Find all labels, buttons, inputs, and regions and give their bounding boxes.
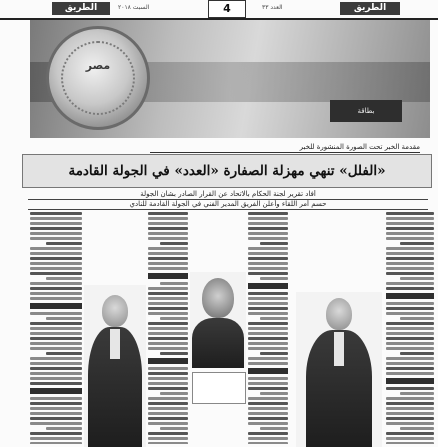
text-line bbox=[386, 342, 434, 345]
text-line bbox=[30, 312, 82, 315]
text-line bbox=[386, 362, 434, 365]
text-line bbox=[30, 402, 82, 405]
text-line bbox=[248, 227, 288, 230]
text-line bbox=[148, 327, 188, 330]
column-subheading bbox=[386, 378, 434, 384]
text-line bbox=[30, 227, 82, 230]
text-line bbox=[46, 317, 82, 320]
text-line bbox=[386, 432, 434, 435]
text-line bbox=[248, 252, 288, 255]
text-line bbox=[248, 382, 288, 385]
person-left-head bbox=[102, 295, 128, 327]
text-line bbox=[248, 222, 288, 225]
text-line bbox=[148, 337, 188, 340]
text-line bbox=[160, 317, 188, 320]
text-line bbox=[30, 252, 82, 255]
text-line bbox=[248, 377, 288, 380]
text-line bbox=[160, 352, 188, 355]
text-line bbox=[248, 302, 288, 305]
text-line bbox=[30, 357, 82, 360]
text-line bbox=[148, 342, 188, 345]
text-line bbox=[148, 367, 188, 370]
text-line bbox=[386, 372, 434, 375]
column-subheading bbox=[30, 303, 82, 309]
text-line bbox=[160, 392, 188, 395]
text-line bbox=[386, 322, 434, 325]
text-line bbox=[260, 317, 288, 320]
text-line bbox=[30, 287, 82, 290]
text-line bbox=[30, 282, 82, 285]
masthead-date-left: السبت ٢٠١٨ bbox=[118, 4, 150, 11]
text-line bbox=[148, 302, 188, 305]
text-line bbox=[248, 402, 288, 405]
text-line bbox=[30, 237, 82, 240]
text-line bbox=[386, 287, 434, 290]
text-line bbox=[148, 402, 188, 405]
article-headline: «الفلل» تنهي مهزلة الصفارة «العدد» في الجولة القادمة bbox=[68, 163, 386, 179]
column-subheading bbox=[248, 368, 288, 374]
text-line bbox=[386, 357, 434, 360]
headline-box bbox=[22, 154, 432, 188]
text-line bbox=[260, 242, 288, 245]
text-column-2 bbox=[148, 212, 188, 444]
text-line bbox=[400, 242, 434, 245]
text-line bbox=[30, 247, 82, 250]
text-line bbox=[386, 247, 434, 250]
masthead bbox=[0, 0, 438, 20]
lead-photo bbox=[30, 20, 430, 138]
person-right-shirt bbox=[334, 332, 344, 366]
text-line bbox=[248, 337, 288, 340]
text-line bbox=[30, 262, 82, 265]
text-line bbox=[248, 232, 288, 235]
text-line bbox=[46, 242, 82, 245]
coin-ring bbox=[61, 41, 135, 115]
text-line bbox=[46, 277, 82, 280]
text-line bbox=[30, 382, 82, 385]
text-line bbox=[148, 307, 188, 310]
text-line bbox=[30, 292, 82, 295]
text-line bbox=[148, 377, 188, 380]
text-line bbox=[386, 387, 434, 390]
column-subheading bbox=[30, 388, 82, 394]
text-line bbox=[386, 307, 434, 310]
text-line bbox=[400, 392, 434, 395]
text-line bbox=[46, 427, 82, 430]
text-line bbox=[148, 422, 188, 425]
text-line bbox=[30, 397, 82, 400]
text-line bbox=[248, 307, 288, 310]
text-line bbox=[386, 332, 434, 335]
text-line bbox=[248, 322, 288, 325]
text-line bbox=[248, 217, 288, 220]
text-line bbox=[248, 212, 288, 215]
text-line bbox=[248, 247, 288, 250]
text-line bbox=[386, 262, 434, 265]
text-line bbox=[30, 372, 82, 375]
text-line bbox=[30, 417, 82, 420]
text-line bbox=[148, 437, 188, 440]
text-line bbox=[386, 347, 434, 350]
text-line bbox=[248, 312, 288, 315]
pull-quote-box bbox=[192, 372, 246, 404]
text-line bbox=[30, 377, 82, 380]
text-line bbox=[148, 397, 188, 400]
person-middle-body bbox=[192, 318, 244, 368]
page-number-box: 4 bbox=[208, 0, 246, 18]
text-line bbox=[30, 212, 82, 215]
text-line bbox=[30, 442, 82, 444]
photo-card: بطاقة bbox=[330, 100, 402, 122]
text-line bbox=[30, 342, 82, 345]
person-middle-head bbox=[202, 278, 234, 318]
text-line bbox=[248, 437, 288, 440]
text-line bbox=[30, 407, 82, 410]
text-line bbox=[30, 217, 82, 220]
text-line bbox=[148, 347, 188, 350]
person-photo-middle bbox=[190, 272, 246, 368]
coin-inscription: مصر bbox=[85, 59, 111, 72]
text-line bbox=[148, 407, 188, 410]
text-line bbox=[386, 402, 434, 405]
column-subheading bbox=[386, 293, 434, 299]
person-photo-left bbox=[84, 285, 146, 447]
text-line bbox=[386, 222, 434, 225]
column-subheading bbox=[148, 358, 188, 364]
text-line bbox=[386, 252, 434, 255]
text-line bbox=[148, 232, 188, 235]
text-line bbox=[30, 422, 82, 425]
text-line bbox=[30, 337, 82, 340]
text-line bbox=[386, 327, 434, 330]
text-line bbox=[148, 292, 188, 295]
text-line bbox=[148, 252, 188, 255]
text-line bbox=[260, 392, 288, 395]
text-line bbox=[400, 427, 434, 430]
person-left-shirt bbox=[110, 329, 120, 359]
text-line bbox=[148, 257, 188, 260]
text-line bbox=[30, 332, 82, 335]
text-line bbox=[148, 247, 188, 250]
text-line bbox=[148, 372, 188, 375]
text-line bbox=[46, 352, 82, 355]
text-line bbox=[386, 442, 434, 444]
article-subheadline-1: أفاد تقرير لجنة الحكام بالاتحاد عن القرار الصادر بشأن الجولة bbox=[28, 190, 428, 200]
text-column-4 bbox=[386, 212, 434, 444]
text-line bbox=[248, 412, 288, 415]
text-line bbox=[30, 432, 82, 435]
person-right-head bbox=[326, 298, 352, 330]
text-line bbox=[148, 227, 188, 230]
text-line bbox=[386, 422, 434, 425]
text-line bbox=[30, 222, 82, 225]
text-line bbox=[386, 282, 434, 285]
text-line bbox=[400, 277, 434, 280]
text-line bbox=[148, 417, 188, 420]
text-line bbox=[248, 397, 288, 400]
text-line bbox=[400, 352, 434, 355]
text-line bbox=[248, 272, 288, 275]
text-line bbox=[248, 262, 288, 265]
column-subheading bbox=[248, 283, 288, 289]
text-line bbox=[30, 347, 82, 350]
text-line bbox=[248, 362, 288, 365]
text-line bbox=[386, 212, 434, 215]
text-line bbox=[148, 267, 188, 270]
masthead-logo-right: الطريق bbox=[340, 2, 400, 15]
text-line bbox=[148, 217, 188, 220]
text-line bbox=[386, 437, 434, 440]
text-line bbox=[386, 337, 434, 340]
text-line bbox=[148, 322, 188, 325]
text-line bbox=[386, 417, 434, 420]
text-line bbox=[248, 432, 288, 435]
masthead-logo-left: الطريق bbox=[52, 2, 110, 15]
text-line bbox=[248, 292, 288, 295]
text-line bbox=[386, 407, 434, 410]
text-line bbox=[30, 362, 82, 365]
text-line bbox=[30, 367, 82, 370]
text-line bbox=[30, 267, 82, 270]
text-line bbox=[248, 332, 288, 335]
text-line bbox=[30, 412, 82, 415]
text-line bbox=[148, 262, 188, 265]
text-line bbox=[248, 422, 288, 425]
article-kicker: مقدمة الخبر تحت الصورة المنشورة للخبر bbox=[150, 142, 420, 153]
masthead-date-right: العدد ٣٣ bbox=[262, 4, 283, 11]
text-line bbox=[30, 257, 82, 260]
text-line bbox=[148, 297, 188, 300]
text-line bbox=[386, 227, 434, 230]
text-line bbox=[386, 217, 434, 220]
text-line bbox=[148, 312, 188, 315]
text-line bbox=[260, 352, 288, 355]
text-line bbox=[148, 382, 188, 385]
text-line bbox=[248, 257, 288, 260]
text-line bbox=[248, 267, 288, 270]
text-line bbox=[386, 232, 434, 235]
text-line bbox=[386, 267, 434, 270]
text-line bbox=[160, 427, 188, 430]
text-line bbox=[248, 327, 288, 330]
person-photo-right bbox=[296, 292, 382, 447]
text-line bbox=[248, 407, 288, 410]
text-line bbox=[30, 297, 82, 300]
text-line bbox=[260, 427, 288, 430]
text-line bbox=[160, 242, 188, 245]
column-subheading bbox=[148, 273, 188, 279]
text-line bbox=[248, 237, 288, 240]
text-line bbox=[148, 387, 188, 390]
coin-image bbox=[46, 26, 150, 130]
text-line bbox=[248, 417, 288, 420]
text-column-1 bbox=[30, 212, 82, 444]
text-line bbox=[148, 412, 188, 415]
text-line bbox=[148, 237, 188, 240]
text-line bbox=[30, 437, 82, 440]
text-line bbox=[248, 357, 288, 360]
text-line bbox=[148, 222, 188, 225]
text-line bbox=[30, 232, 82, 235]
text-line bbox=[148, 332, 188, 335]
text-line bbox=[248, 297, 288, 300]
text-line bbox=[248, 342, 288, 345]
text-line bbox=[30, 272, 82, 275]
text-line bbox=[148, 287, 188, 290]
article-subheadline-2: حسم أمر اللقاء وأعلن الفريق المدير الفني في الجولة القادمة للنادي bbox=[28, 200, 428, 210]
text-line bbox=[248, 442, 288, 444]
text-line bbox=[386, 312, 434, 315]
text-line bbox=[386, 237, 434, 240]
text-line bbox=[30, 322, 82, 325]
text-column-3 bbox=[248, 212, 288, 444]
text-line bbox=[30, 327, 82, 330]
text-line bbox=[260, 277, 288, 280]
text-line bbox=[386, 257, 434, 260]
text-line bbox=[248, 387, 288, 390]
text-line bbox=[148, 432, 188, 435]
text-line bbox=[386, 302, 434, 305]
text-line bbox=[248, 347, 288, 350]
text-line bbox=[148, 442, 188, 444]
text-line bbox=[386, 367, 434, 370]
text-line bbox=[386, 397, 434, 400]
text-line bbox=[160, 282, 188, 285]
text-line bbox=[400, 317, 434, 320]
text-line bbox=[148, 212, 188, 215]
text-line bbox=[386, 272, 434, 275]
text-line bbox=[386, 412, 434, 415]
